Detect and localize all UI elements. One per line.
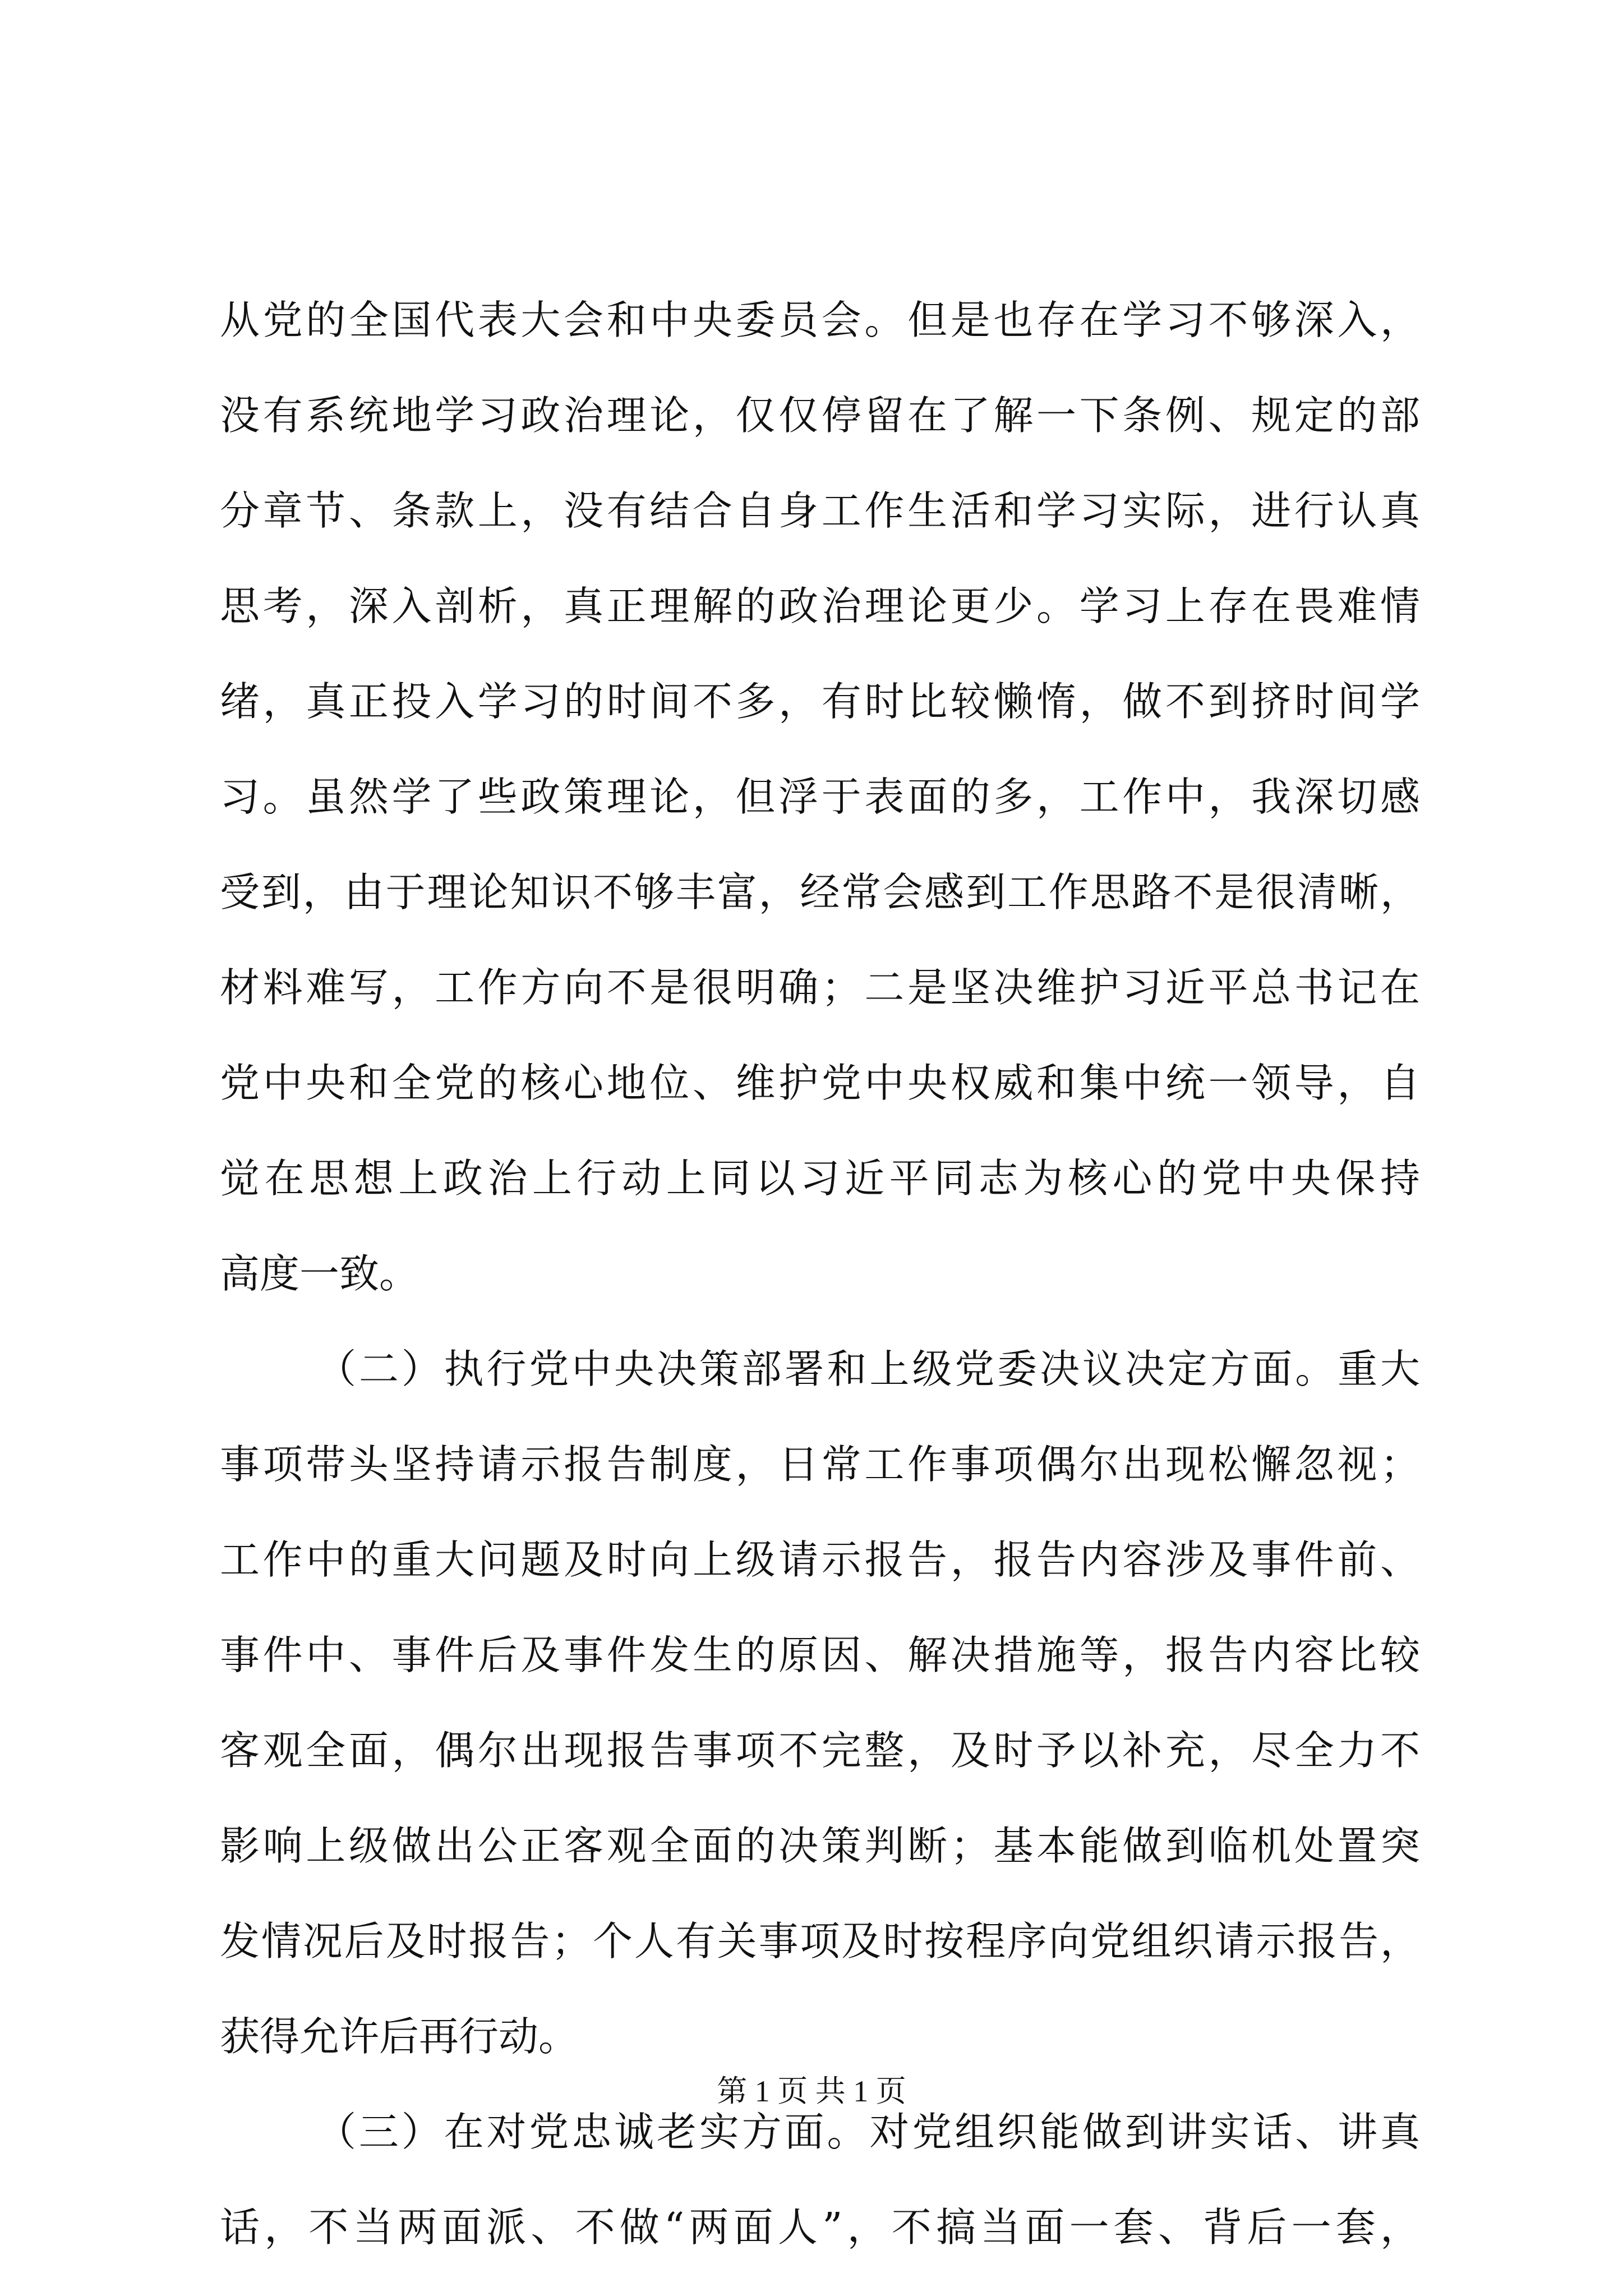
text-line: 高度一致。 <box>220 1250 419 1297</box>
text-line: 从党的全国代表大会和中央委员会。但是也存在学习不够深入， <box>220 297 1420 343</box>
text-line: 没有系统地学习政治理论，仅仅停留在了解一下条例、规定的部 <box>220 392 1420 439</box>
text-line: 党中央和全党的核心地位、维护党中央权威和集中统一领导，自 <box>220 1060 1420 1106</box>
text-line: 话，不当两面派、不做“两面人”，不搞当面一套、背后一套， <box>220 2204 1420 2251</box>
page-footer: 第 1 页 共 1 页 <box>717 2074 906 2108</box>
document-body <box>220 273 1420 2275</box>
text-line: 事件中、事件后及事件发生的原因、解决措施等，报告内容比较 <box>220 1632 1420 1678</box>
text-line: 觉在思想上政治上行动上同以习近平同志为核心的党中央保持 <box>220 1155 1420 1202</box>
text-line: 材料难写，工作方向不是很明确；二是坚决维护习近平总书记在 <box>220 964 1420 1011</box>
text-line: 客观全面，偶尔出现报告事项不完整，及时予以补充，尽全力不 <box>220 1727 1420 1774</box>
text-line: 绪，真正投入学习的时间不多，有时比较懒惰，做不到挤时间学 <box>220 678 1420 725</box>
section-heading-line: （三）在对党忠诚老实方面。对党组织能做到讲实话、讲真 <box>316 2109 1420 2155</box>
text-line: 思考，深入剖析，真正理解的政治理论更少。学习上存在畏难情 <box>220 583 1420 629</box>
text-line: 事项带头坚持请示报告制度，日常工作事项偶尔出现松懈忽视； <box>220 1441 1420 1488</box>
text-line: 影响上级做出公正客观全面的决策判断；基本能做到临机处置突 <box>220 1823 1420 1869</box>
section-heading-line: （二）执行党中央决策部署和上级党委决议决定方面。重大 <box>316 1346 1420 1392</box>
text-line: 获得允许后再行动。 <box>220 2013 579 2060</box>
text-line: 工作中的重大问题及时向上级请示报告，报告内容涉及事件前、 <box>220 1536 1420 1583</box>
text-line: 发情况后及时报告；个人有关事项及时按程序向党组织请示报告， <box>220 1918 1420 1964</box>
text-line: 分章节、条款上，没有结合自身工作生活和学习实际，进行认真 <box>220 487 1420 534</box>
text-line: 受到，由于理论知识不够丰富，经常会感到工作思路不是很清晰， <box>220 869 1420 915</box>
text-line: 习。虽然学了些政策理论，但浮于表面的多，工作中，我深切感 <box>220 774 1420 820</box>
